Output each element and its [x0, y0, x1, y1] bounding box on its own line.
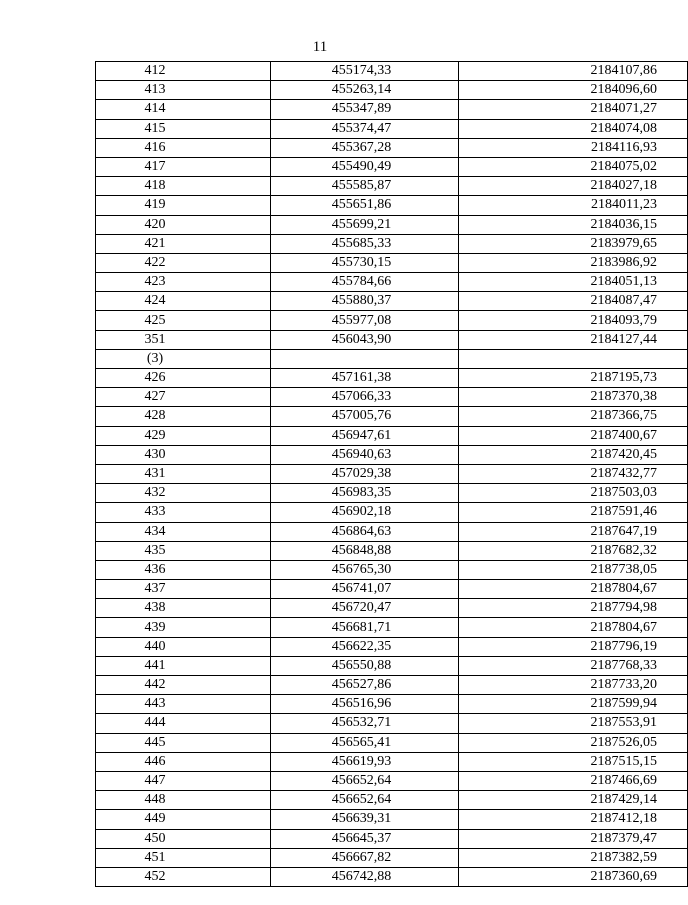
- table-row: [96, 138, 688, 157]
- x-coordinate-cell: 455174,33: [271, 62, 459, 81]
- point-number-cell: 426: [96, 369, 271, 388]
- x-coordinate-cell: 455784,66: [271, 273, 459, 292]
- y-coordinate-cell: 2184093,79: [459, 311, 688, 330]
- point-number-cell: 441: [96, 656, 271, 675]
- x-coordinate-cell: 456550,88: [271, 656, 459, 675]
- x-coordinate-cell: 456720,47: [271, 599, 459, 618]
- point-number-cell: 414: [96, 100, 271, 119]
- table-row: [96, 311, 688, 330]
- x-coordinate-cell: 456619,93: [271, 752, 459, 771]
- point-number-cell: (3): [96, 349, 271, 368]
- table-row: [96, 618, 688, 637]
- x-coordinate-cell: 457029,38: [271, 464, 459, 483]
- y-coordinate-cell: 2187804,67: [459, 618, 688, 637]
- table-row: [96, 292, 688, 311]
- x-coordinate-cell: 456848,88: [271, 541, 459, 560]
- y-coordinate-cell: 2187412,18: [459, 810, 688, 829]
- point-number-cell: 428: [96, 407, 271, 426]
- point-number-cell: 415: [96, 119, 271, 138]
- table-row: [96, 157, 688, 176]
- table-row: [96, 234, 688, 253]
- x-coordinate-cell: 457066,33: [271, 388, 459, 407]
- y-coordinate-cell: 2187360,69: [459, 867, 688, 886]
- table-row: [96, 464, 688, 483]
- point-number-cell: 413: [96, 81, 271, 100]
- table-row: [96, 215, 688, 234]
- point-number-cell: 434: [96, 522, 271, 541]
- x-coordinate-cell: 456527,86: [271, 676, 459, 695]
- table-row: [96, 407, 688, 426]
- table-row: [96, 273, 688, 292]
- x-coordinate-cell: 456864,63: [271, 522, 459, 541]
- x-coordinate-cell: 456532,71: [271, 714, 459, 733]
- point-number-cell: 430: [96, 445, 271, 464]
- table-row: [96, 522, 688, 541]
- x-coordinate-cell: 457161,38: [271, 369, 459, 388]
- table-row: [96, 695, 688, 714]
- point-number-cell: 450: [96, 829, 271, 848]
- point-number-cell: 427: [96, 388, 271, 407]
- x-coordinate-cell: 455367,28: [271, 138, 459, 157]
- table-row: [96, 752, 688, 771]
- x-coordinate-cell: 455699,21: [271, 215, 459, 234]
- table-row: [96, 676, 688, 695]
- point-number-cell: 425: [96, 311, 271, 330]
- x-coordinate-cell: [271, 349, 459, 368]
- x-coordinate-cell: 456741,07: [271, 580, 459, 599]
- x-coordinate-cell: 455263,14: [271, 81, 459, 100]
- x-coordinate-cell: 456622,35: [271, 637, 459, 656]
- table-row: [96, 867, 688, 886]
- coordinates-table-body: [96, 62, 688, 887]
- table-row: [96, 599, 688, 618]
- point-number-cell: 440: [96, 637, 271, 656]
- point-number-cell: 423: [96, 273, 271, 292]
- x-coordinate-cell: 456565,41: [271, 733, 459, 752]
- table-row: [96, 445, 688, 464]
- table-row: [96, 388, 688, 407]
- point-number-cell: 449: [96, 810, 271, 829]
- table-row: [96, 196, 688, 215]
- table-row: [96, 62, 688, 81]
- y-coordinate-cell: 2187466,69: [459, 771, 688, 790]
- table-row: [96, 484, 688, 503]
- page-number: 11: [312, 39, 328, 55]
- y-coordinate-cell: 2187738,05: [459, 560, 688, 579]
- x-coordinate-cell: 455347,89: [271, 100, 459, 119]
- y-coordinate-cell: 2187379,47: [459, 829, 688, 848]
- table-row: [96, 177, 688, 196]
- table-row: [96, 369, 688, 388]
- x-coordinate-cell: 456043,90: [271, 330, 459, 349]
- x-coordinate-cell: 456902,18: [271, 503, 459, 522]
- table-row: [96, 100, 688, 119]
- point-number-cell: 438: [96, 599, 271, 618]
- y-coordinate-cell: 2184116,93: [459, 138, 688, 157]
- point-number-cell: 421: [96, 234, 271, 253]
- table-row: [96, 560, 688, 579]
- point-number-cell: 424: [96, 292, 271, 311]
- y-coordinate-cell: 2184127,44: [459, 330, 688, 349]
- point-number-cell: 420: [96, 215, 271, 234]
- table-row: [96, 541, 688, 560]
- y-coordinate-cell: 2187195,73: [459, 369, 688, 388]
- y-coordinate-cell: 2187768,33: [459, 656, 688, 675]
- y-coordinate-cell: 2184071,27: [459, 100, 688, 119]
- table-row: [96, 829, 688, 848]
- point-number-cell: 437: [96, 580, 271, 599]
- y-coordinate-cell: 2184051,13: [459, 273, 688, 292]
- point-number-cell: 418: [96, 177, 271, 196]
- y-coordinate-cell: 2187591,46: [459, 503, 688, 522]
- x-coordinate-cell: 455374,47: [271, 119, 459, 138]
- y-coordinate-cell: 2187733,20: [459, 676, 688, 695]
- y-coordinate-cell: 2187794,98: [459, 599, 688, 618]
- table-row: [96, 81, 688, 100]
- x-coordinate-cell: 455651,86: [271, 196, 459, 215]
- y-coordinate-cell: 2184027,18: [459, 177, 688, 196]
- x-coordinate-cell: 456652,64: [271, 791, 459, 810]
- y-coordinate-cell: 2183986,92: [459, 253, 688, 272]
- point-number-cell: 419: [96, 196, 271, 215]
- x-coordinate-cell: 456947,61: [271, 426, 459, 445]
- point-number-cell: 351: [96, 330, 271, 349]
- y-coordinate-cell: [459, 349, 688, 368]
- y-coordinate-cell: 2187370,38: [459, 388, 688, 407]
- y-coordinate-cell: 2187420,45: [459, 445, 688, 464]
- point-number-cell: 439: [96, 618, 271, 637]
- table-row: [96, 810, 688, 829]
- point-number-cell: 422: [96, 253, 271, 272]
- x-coordinate-cell: 455490,49: [271, 157, 459, 176]
- y-coordinate-cell: 2184075,02: [459, 157, 688, 176]
- y-coordinate-cell: 2187366,75: [459, 407, 688, 426]
- y-coordinate-cell: 2187796,19: [459, 637, 688, 656]
- point-number-cell: 416: [96, 138, 271, 157]
- y-coordinate-cell: 2187599,94: [459, 695, 688, 714]
- point-number-cell: 429: [96, 426, 271, 445]
- y-coordinate-cell: 2187400,67: [459, 426, 688, 445]
- point-number-cell: 432: [96, 484, 271, 503]
- table-row: [96, 119, 688, 138]
- point-number-cell: 447: [96, 771, 271, 790]
- y-coordinate-cell: 2184087,47: [459, 292, 688, 311]
- point-number-cell: 443: [96, 695, 271, 714]
- x-coordinate-cell: 455880,37: [271, 292, 459, 311]
- x-coordinate-cell: 456765,30: [271, 560, 459, 579]
- y-coordinate-cell: 2187503,03: [459, 484, 688, 503]
- point-number-cell: 436: [96, 560, 271, 579]
- table-row: [96, 771, 688, 790]
- x-coordinate-cell: 456667,82: [271, 848, 459, 867]
- point-number-cell: 445: [96, 733, 271, 752]
- point-number-cell: 435: [96, 541, 271, 560]
- table-row: [96, 637, 688, 656]
- table-row: [96, 714, 688, 733]
- y-coordinate-cell: 2184096,60: [459, 81, 688, 100]
- x-coordinate-cell: 456681,71: [271, 618, 459, 637]
- x-coordinate-cell: 456639,31: [271, 810, 459, 829]
- x-coordinate-cell: 455585,87: [271, 177, 459, 196]
- point-number-cell: 433: [96, 503, 271, 522]
- table-row: [96, 349, 688, 368]
- x-coordinate-cell: 456652,64: [271, 771, 459, 790]
- x-coordinate-cell: 456742,88: [271, 867, 459, 886]
- y-coordinate-cell: 2187429,14: [459, 791, 688, 810]
- table-row: [96, 426, 688, 445]
- x-coordinate-cell: 455685,33: [271, 234, 459, 253]
- table-row: [96, 656, 688, 675]
- y-coordinate-cell: 2184107,86: [459, 62, 688, 81]
- table-row: [96, 733, 688, 752]
- x-coordinate-cell: 456516,96: [271, 695, 459, 714]
- point-number-cell: 444: [96, 714, 271, 733]
- point-number-cell: 446: [96, 752, 271, 771]
- y-coordinate-cell: 2187432,77: [459, 464, 688, 483]
- table-row: [96, 791, 688, 810]
- table-row: [96, 580, 688, 599]
- point-number-cell: 452: [96, 867, 271, 886]
- y-coordinate-cell: 2187382,59: [459, 848, 688, 867]
- y-coordinate-cell: 2187647,19: [459, 522, 688, 541]
- x-coordinate-cell: 455730,15: [271, 253, 459, 272]
- y-coordinate-cell: 2187526,05: [459, 733, 688, 752]
- y-coordinate-cell: 2187682,32: [459, 541, 688, 560]
- x-coordinate-cell: 456940,63: [271, 445, 459, 464]
- coordinates-table: [95, 61, 688, 887]
- table-row: [96, 253, 688, 272]
- y-coordinate-cell: 2183979,65: [459, 234, 688, 253]
- point-number-cell: 412: [96, 62, 271, 81]
- x-coordinate-cell: 457005,76: [271, 407, 459, 426]
- point-number-cell: 431: [96, 464, 271, 483]
- x-coordinate-cell: 456645,37: [271, 829, 459, 848]
- y-coordinate-cell: 2187553,91: [459, 714, 688, 733]
- table-row: [96, 330, 688, 349]
- point-number-cell: 448: [96, 791, 271, 810]
- y-coordinate-cell: 2187515,15: [459, 752, 688, 771]
- point-number-cell: 417: [96, 157, 271, 176]
- y-coordinate-cell: 2184074,08: [459, 119, 688, 138]
- point-number-cell: 442: [96, 676, 271, 695]
- x-coordinate-cell: 456983,35: [271, 484, 459, 503]
- x-coordinate-cell: 455977,08: [271, 311, 459, 330]
- y-coordinate-cell: 2187804,67: [459, 580, 688, 599]
- y-coordinate-cell: 2184036,15: [459, 215, 688, 234]
- y-coordinate-cell: 2184011,23: [459, 196, 688, 215]
- point-number-cell: 451: [96, 848, 271, 867]
- table-row: [96, 503, 688, 522]
- table-row: [96, 848, 688, 867]
